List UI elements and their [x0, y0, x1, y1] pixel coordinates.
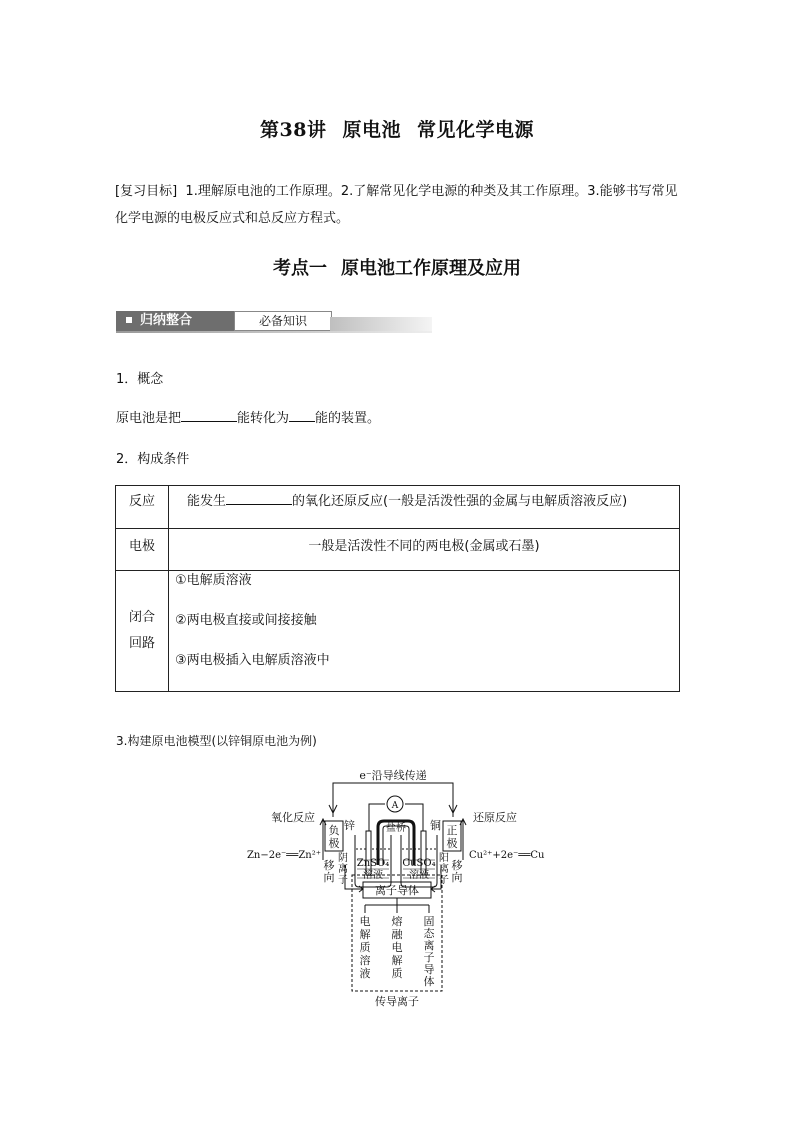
review-label: [复习目标] [115, 184, 178, 199]
blank-2 [289, 407, 315, 422]
reaction-text-a: 能发生 [187, 494, 227, 509]
reduction-label: 还原反应 [473, 811, 517, 824]
col2-char-4: 解 [391, 954, 403, 967]
col1-char-4: 溶 [359, 954, 371, 967]
col2-char-1: 熔 [391, 915, 403, 928]
section-heading-part-2: 原电池工作原理及应用 [341, 258, 521, 279]
col1-char-3: 质 [359, 941, 371, 954]
table-label-reaction: 反应 [116, 486, 169, 529]
review-objectives [115, 178, 685, 232]
negative-label-2: 极 [328, 837, 340, 850]
negative-label-1: 负 [328, 824, 340, 837]
blank-3 [226, 490, 292, 505]
positive-label-1: 正 [446, 824, 458, 837]
tag-light [234, 311, 332, 331]
s3-heading: 3.构建原电池模型(以锌铜原电池为例) [116, 734, 317, 748]
table-cell-circuit [169, 571, 680, 692]
s1-text-a: 原电池是把 [116, 411, 182, 426]
salt-bridge-label: 盐桥 [386, 823, 406, 834]
col2-char-2: 融 [391, 928, 403, 941]
circuit-label-2: 回路 [128, 636, 155, 651]
col2-char-3: 电 [391, 941, 403, 954]
title-part-2: 常见化学电源 [416, 119, 534, 141]
table-row-circuit [116, 571, 680, 692]
section-heading-part-1: 考点一 [273, 258, 327, 279]
knowledge-tag-bar [116, 311, 432, 333]
right-equation: Cu²⁺+2e⁻══Cu [469, 850, 545, 861]
oxidation-label: 氧化反应 [271, 811, 315, 824]
table-row-electrode [116, 529, 680, 571]
ion-conductor-label: 离子导体 [375, 884, 419, 897]
tag-light-label: 必备知识 [258, 314, 307, 328]
page-title [0, 115, 794, 142]
table-cell-electrode: 一般是活泼性不同的两电极(金属或石墨) [169, 529, 680, 571]
tag-dark [116, 311, 234, 331]
zinc-label: 锌 [344, 819, 355, 832]
s1-text-b: 能转化为 [237, 411, 290, 426]
cation-1: 阳 [439, 853, 449, 864]
tag-underline [116, 331, 432, 333]
right-move-2: 向 [451, 871, 463, 884]
cation-3: 子 [439, 875, 449, 886]
col3-char-4: 子 [423, 951, 435, 964]
col3-char-5: 导 [423, 963, 435, 976]
col3-char-2: 态 [423, 927, 435, 940]
right-move-1: 移 [451, 859, 463, 872]
table-label-circuit [116, 571, 169, 692]
positive-label-2: 极 [446, 837, 458, 850]
section-heading [0, 254, 794, 280]
square-bullet-icon [126, 317, 132, 323]
table-cell-reaction [169, 486, 680, 529]
cation-2: 离 [439, 864, 449, 875]
blank-1 [181, 407, 237, 422]
column-solid-ion-conductor [424, 915, 436, 988]
table-label-electrode: 电极 [116, 529, 169, 571]
circuit-label-1: 闭合 [128, 610, 155, 625]
ammeter-label: A [391, 801, 399, 811]
znso4-solution: 溶液 [363, 870, 383, 881]
tag-dark-label: 归纳整合 [140, 313, 193, 328]
znso4-label: ZnSO₄ [356, 858, 390, 869]
anion-2: 离 [338, 864, 348, 875]
zinc-copper-cell-diagram [245, 765, 555, 1015]
cuso4-label: CuSO₄ [402, 858, 436, 869]
conditions-table [115, 485, 680, 692]
col3-char-6: 体 [423, 975, 435, 988]
s1-concept [116, 407, 380, 426]
reaction-text-b: 的氧化还原反应(一般是活泼性强的金属与电解质溶液反应) [292, 494, 628, 509]
copper-label: 铜 [430, 819, 441, 832]
s1-heading: 1．概念 [116, 372, 164, 387]
lecture-number: 第38讲 [260, 119, 327, 141]
s2-heading: 2．构成条件 [116, 452, 190, 467]
column-electrolyte-solution [360, 914, 371, 980]
s1-text-c: 能的装置。 [315, 411, 381, 426]
col1-char-2: 解 [359, 928, 371, 941]
left-move-1: 移 [323, 859, 335, 872]
left-move-2: 向 [323, 871, 335, 884]
title-part-1: 原电池 [342, 119, 401, 141]
left-equation: Zn−2e⁻══Zn²⁺ [246, 850, 321, 861]
anion-1: 阴 [338, 853, 348, 864]
col1-char-5: 液 [359, 967, 371, 980]
column-molten-electrolyte [392, 914, 404, 980]
circuit-item-2: ②两电极直接或间接接触 [175, 613, 317, 628]
bottom-label: 传导离子 [375, 995, 419, 1008]
anion-3: 子 [338, 875, 348, 886]
table-row-reaction [116, 486, 680, 529]
wire-label: e⁻沿导线传递 [359, 769, 427, 782]
col3-char-1: 固 [423, 915, 435, 928]
col3-char-3: 离 [423, 939, 435, 952]
col2-char-5: 质 [391, 967, 403, 980]
circuit-item-1: ①电解质溶液 [175, 573, 252, 588]
col1-char-1: 电 [359, 915, 371, 928]
cuso4-solution: 溶液 [409, 870, 429, 881]
circuit-item-3: ③两电极插入电解质溶液中 [175, 653, 330, 668]
review-text: 1.理解原电池的工作原理。2.了解常见化学电源的种类及其工作原理。3.能够书写常见化学电源的电极反应式和总反应方程式。 [115, 184, 678, 226]
